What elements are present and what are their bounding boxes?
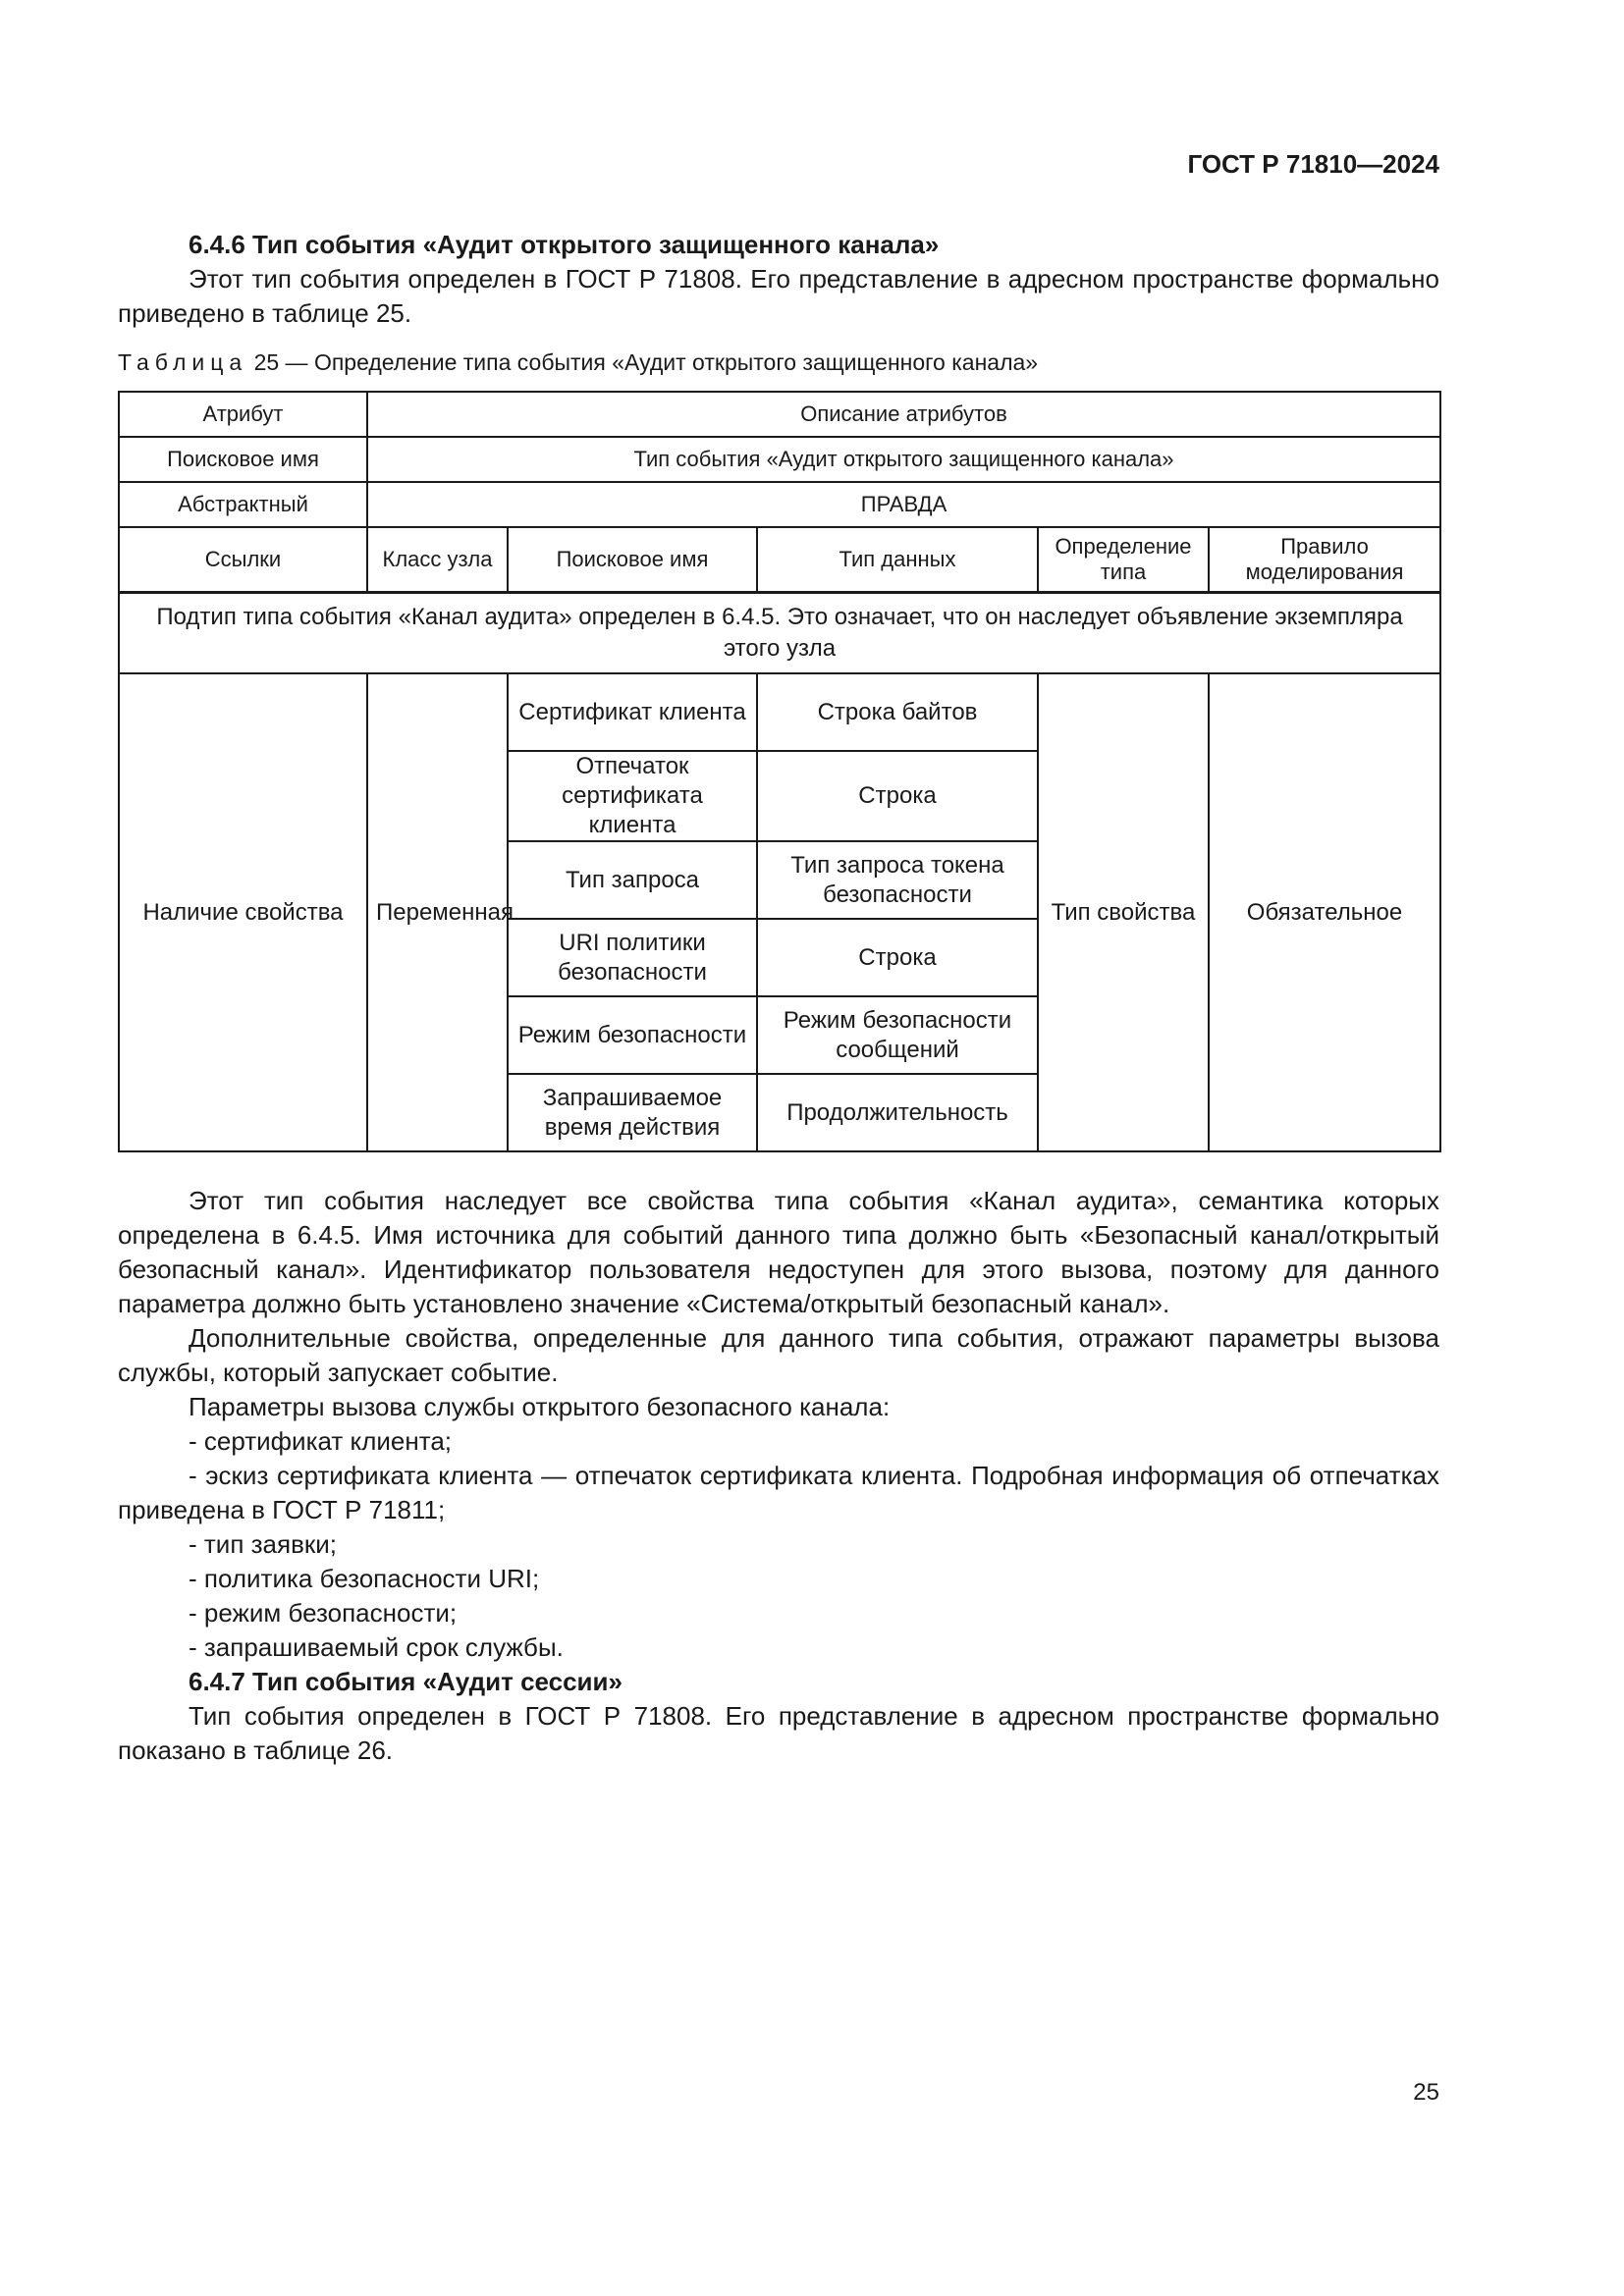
list-item: - сертификат клиента; [189, 1426, 453, 1456]
paragraph: Этот тип события наследует все свойства типа события «Канал аудита», семантика которых определена в 6.4.5. Имя источника для событий данного типа должно быть «Безопасный канал/открытый безопасный канал». Идентификатор пользователя недоступен для этого вызова, поэтому для данного параметра должно быть установлено значение «Система/открытый безопасный канал». [118, 1186, 1439, 1318]
table-row [119, 437, 1440, 482]
column-header: Правило моделирования [1209, 527, 1440, 593]
node-class-cell: Переменная [367, 673, 508, 1151]
property-name: Запрашиваемое время действия [508, 1074, 757, 1151]
reference-cell: Наличие свойства [119, 673, 367, 1151]
list-item: - запрашиваемый срок службы. [189, 1632, 564, 1662]
property-data-type: Строка [757, 919, 1038, 996]
table-caption-label: Таблица [118, 349, 248, 375]
property-data-type: Строка байтов [757, 673, 1038, 751]
table-row [119, 593, 1440, 674]
modelling-rule-cell: Обязательное [1209, 673, 1440, 1151]
table-caption-text: 25 — Определение типа события «Аудит открытого защищенного канала» [253, 349, 1039, 375]
list-item: - эскиз сертификата клиента — отпечаток сертификата клиента. Подробная информация об отпечатках приведена в ГОСТ Р 71811; [118, 1461, 1439, 1524]
property-name: Отпечаток сертификата клиента [508, 751, 757, 841]
property-name: URI политики безопасности [508, 919, 757, 996]
event-type-table [118, 391, 1441, 1152]
paragraph: Параметры вызова службы открытого безопасного канала: [189, 1392, 891, 1421]
attribute-header: Атрибут [119, 392, 367, 437]
page-number: 25 [1413, 2079, 1439, 2106]
property-data-type: Режим безопасности сообщений [757, 996, 1038, 1074]
section-6-4-6 [118, 228, 1439, 331]
property-data-type: Тип запроса токена безопасности [757, 841, 1038, 919]
browse-name-label: Поисковое имя [119, 437, 367, 482]
table-caption [118, 347, 1038, 377]
section-heading: 6.4.7 Тип события «Аудит сессии» [189, 1667, 623, 1696]
property-name: Режим безопасности [508, 996, 757, 1074]
column-header: Поисковое имя [508, 527, 757, 593]
section-intro: Тип события определен в ГОСТ Р 71808. Его представление в адресном пространстве формально показано в таблице 26. [118, 1701, 1439, 1765]
table-row [119, 673, 1440, 751]
abstract-value: ПРАВДА [367, 482, 1440, 527]
property-name: Тип запроса [508, 841, 757, 919]
property-data-type: Продолжительность [757, 1074, 1038, 1151]
table-row [119, 527, 1440, 593]
paragraph: Дополнительные свойства, определенные для данного типа события, отражают параметры вызова службы, который запускает событие. [118, 1323, 1439, 1387]
after-table-text [118, 1184, 1439, 1768]
table-row [119, 392, 1440, 437]
section-heading: 6.4.6 Тип события «Аудит открытого защищенного канала» [189, 230, 940, 259]
property-data-type: Строка [757, 751, 1038, 841]
abstract-label: Абстрактный [119, 482, 367, 527]
list-item: - тип заявки; [189, 1529, 338, 1559]
column-header: Класс узла [367, 527, 508, 593]
list-item: - политика безопасности URI; [189, 1564, 540, 1593]
table-note: Подтип типа события «Канал аудита» определен в 6.4.5. Это означает, что он наследует объявление экземпляра этого узла [119, 593, 1440, 674]
document-code: ГОСТ Р 71810—2024 [1187, 149, 1439, 179]
column-header: Определение типа [1038, 527, 1209, 593]
attribute-description-header: Описание атрибутов [367, 392, 1440, 437]
column-header: Тип данных [757, 527, 1038, 593]
browse-name-value: Тип события «Аудит открытого защищенного канала» [367, 437, 1440, 482]
type-definition-cell: Тип свойства [1038, 673, 1209, 1151]
list-item: - режим безопасности; [189, 1598, 458, 1628]
column-header: Ссылки [119, 527, 367, 593]
section-intro: Этот тип события определен в ГОСТ Р 71808. Его представление в адресном пространстве формально приведено в таблице 25. [118, 264, 1439, 328]
property-name: Сертификат клиента [508, 673, 757, 751]
table-row [119, 482, 1440, 527]
